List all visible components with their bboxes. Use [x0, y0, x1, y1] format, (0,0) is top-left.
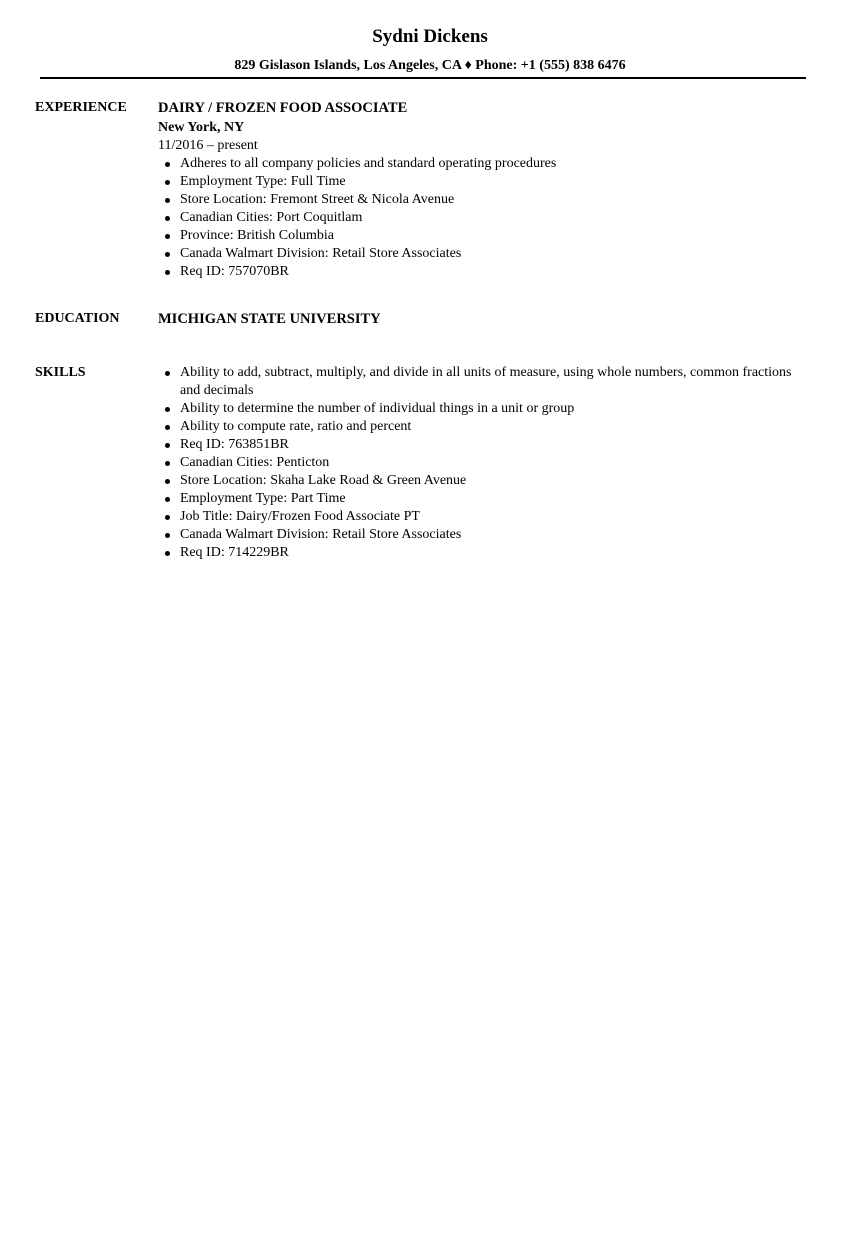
bullet-icon	[165, 216, 170, 221]
list-item	[158, 400, 798, 418]
list-item	[158, 454, 798, 472]
bullet-text: Job Title: Dairy/Frozen Food Associate PT	[180, 509, 420, 524]
job-location: New York, NY	[158, 120, 245, 135]
contact-line: 829 Gislason Islands, Los Angeles, CA ♦ Phone: +1 (555) 838 6476	[234, 58, 626, 73]
list-item	[158, 418, 798, 436]
bullet-text: Canadian Cities: Penticton	[180, 455, 330, 470]
list-item	[158, 191, 798, 209]
education-body	[158, 310, 798, 328]
list-item	[158, 209, 798, 227]
job-dates: 11/2016 – present	[158, 138, 258, 153]
header-divider	[40, 77, 806, 79]
list-item	[158, 544, 798, 562]
bullet-text: Req ID: 757070BR	[180, 264, 289, 279]
bullet-text: Employment Type: Full Time	[180, 174, 346, 189]
bullet-text: Ability to add, subtract, multiply, and divide in all units of measure, using whole numbers, common fractions and decimals	[180, 365, 792, 398]
bullet-icon	[165, 515, 170, 520]
candidate-name: Sydni Dickens	[372, 26, 488, 47]
experience-bullets	[158, 155, 798, 281]
bullet-text: Adheres to all company policies and standard operating procedures	[180, 156, 557, 171]
resume-header	[0, 0, 860, 75]
experience-section	[35, 99, 815, 281]
bullet-icon	[165, 533, 170, 538]
bullet-icon	[165, 162, 170, 167]
education-section	[35, 310, 815, 328]
bullet-text: Req ID: 763851BR	[180, 437, 289, 452]
list-item	[158, 227, 798, 245]
bullet-icon	[165, 443, 170, 448]
bullet-icon	[165, 234, 170, 239]
skills-label: SKILLS	[35, 365, 86, 380]
bullet-icon	[165, 252, 170, 257]
list-item	[158, 263, 798, 281]
bullet-text: Employment Type: Part Time	[180, 491, 346, 506]
experience-label: EXPERIENCE	[35, 100, 127, 115]
bullet-icon	[165, 551, 170, 556]
bullet-text: Canada Walmart Division: Retail Store Associates	[180, 246, 462, 261]
bullet-icon	[165, 497, 170, 502]
skills-body	[158, 364, 798, 562]
bullet-icon	[165, 198, 170, 203]
bullet-icon	[165, 371, 170, 376]
bullet-icon	[165, 180, 170, 185]
bullet-icon	[165, 425, 170, 430]
bullet-text: Canadian Cities: Port Coquitlam	[180, 210, 363, 225]
list-item	[158, 155, 798, 173]
skills-bullets	[158, 364, 798, 562]
list-item	[158, 245, 798, 263]
list-item	[158, 490, 798, 508]
bullet-text: Canada Walmart Division: Retail Store Associates	[180, 527, 462, 542]
bullet-text: Ability to determine the number of individual things in a unit or group	[180, 401, 575, 416]
experience-body	[158, 99, 798, 281]
bullet-text: Province: British Columbia	[180, 228, 334, 243]
list-item	[158, 173, 798, 191]
bullet-text: Req ID: 714229BR	[180, 545, 289, 560]
school-name: MICHIGAN STATE UNIVERSITY	[158, 311, 381, 327]
list-item	[158, 508, 798, 526]
list-item	[158, 526, 798, 544]
bullet-text: Store Location: Fremont Street & Nicola Avenue	[180, 192, 455, 207]
bullet-text: Store Location: Skaha Lake Road & Green Avenue	[180, 473, 467, 488]
bullet-icon	[165, 270, 170, 275]
skills-section	[35, 364, 815, 562]
bullet-icon	[165, 461, 170, 466]
job-title: DAIRY / FROZEN FOOD ASSOCIATE	[158, 100, 408, 116]
list-item	[158, 472, 798, 490]
education-label: EDUCATION	[35, 311, 120, 326]
bullet-text: Ability to compute rate, ratio and percent	[180, 419, 412, 434]
list-item	[158, 364, 798, 400]
list-item	[158, 436, 798, 454]
bullet-icon	[165, 479, 170, 484]
bullet-icon	[165, 407, 170, 412]
